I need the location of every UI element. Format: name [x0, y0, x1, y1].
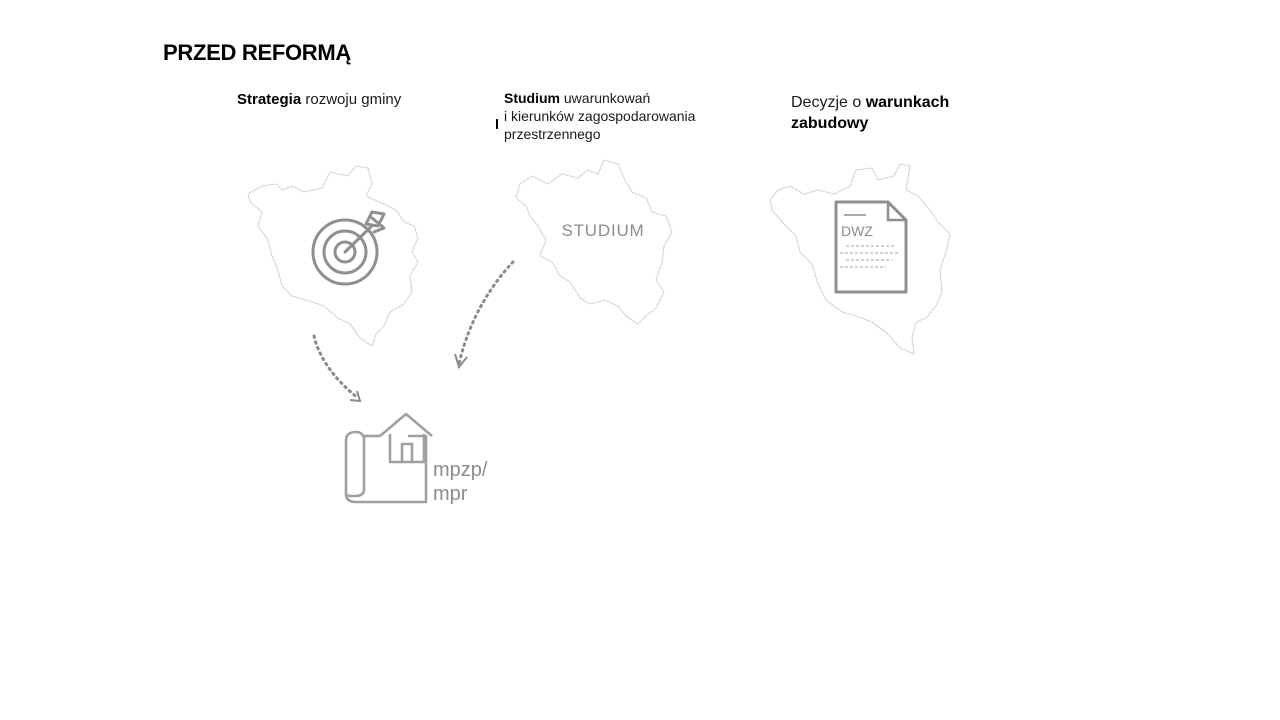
studium-label-line2: i kierunków zagospodarowania	[504, 108, 696, 124]
arrow-studium-to-plan	[459, 262, 513, 364]
municipality-map-1	[248, 166, 418, 346]
page-title: PRZED REFORMĄ	[163, 40, 351, 65]
arrow-strategy-to-plan	[314, 336, 358, 398]
decisions-label-bold2: zabudowy	[791, 115, 869, 132]
decisions-label-bold1: warunkach	[865, 94, 950, 111]
document-label: DWZ	[841, 223, 873, 239]
municipality-map-2	[516, 160, 672, 324]
plan-label-line1: mpzp/	[433, 459, 488, 481]
studium-label-bold: Studium	[504, 90, 560, 106]
strategy-label-rest: rozwoju gminy	[301, 91, 402, 108]
strategy-label-bold: Strategia	[237, 91, 302, 108]
blueprint-house-icon	[346, 414, 432, 502]
studium-label-line3: przestrzennego	[504, 126, 601, 142]
plan-label-line2: mpr	[433, 483, 468, 505]
studium-map-label: STUDIUM	[561, 221, 645, 240]
document-icon	[836, 202, 906, 292]
decisions-label-prefix: Decyzje o	[791, 94, 866, 111]
studium-label-rest: uwarunkowań	[560, 90, 651, 106]
